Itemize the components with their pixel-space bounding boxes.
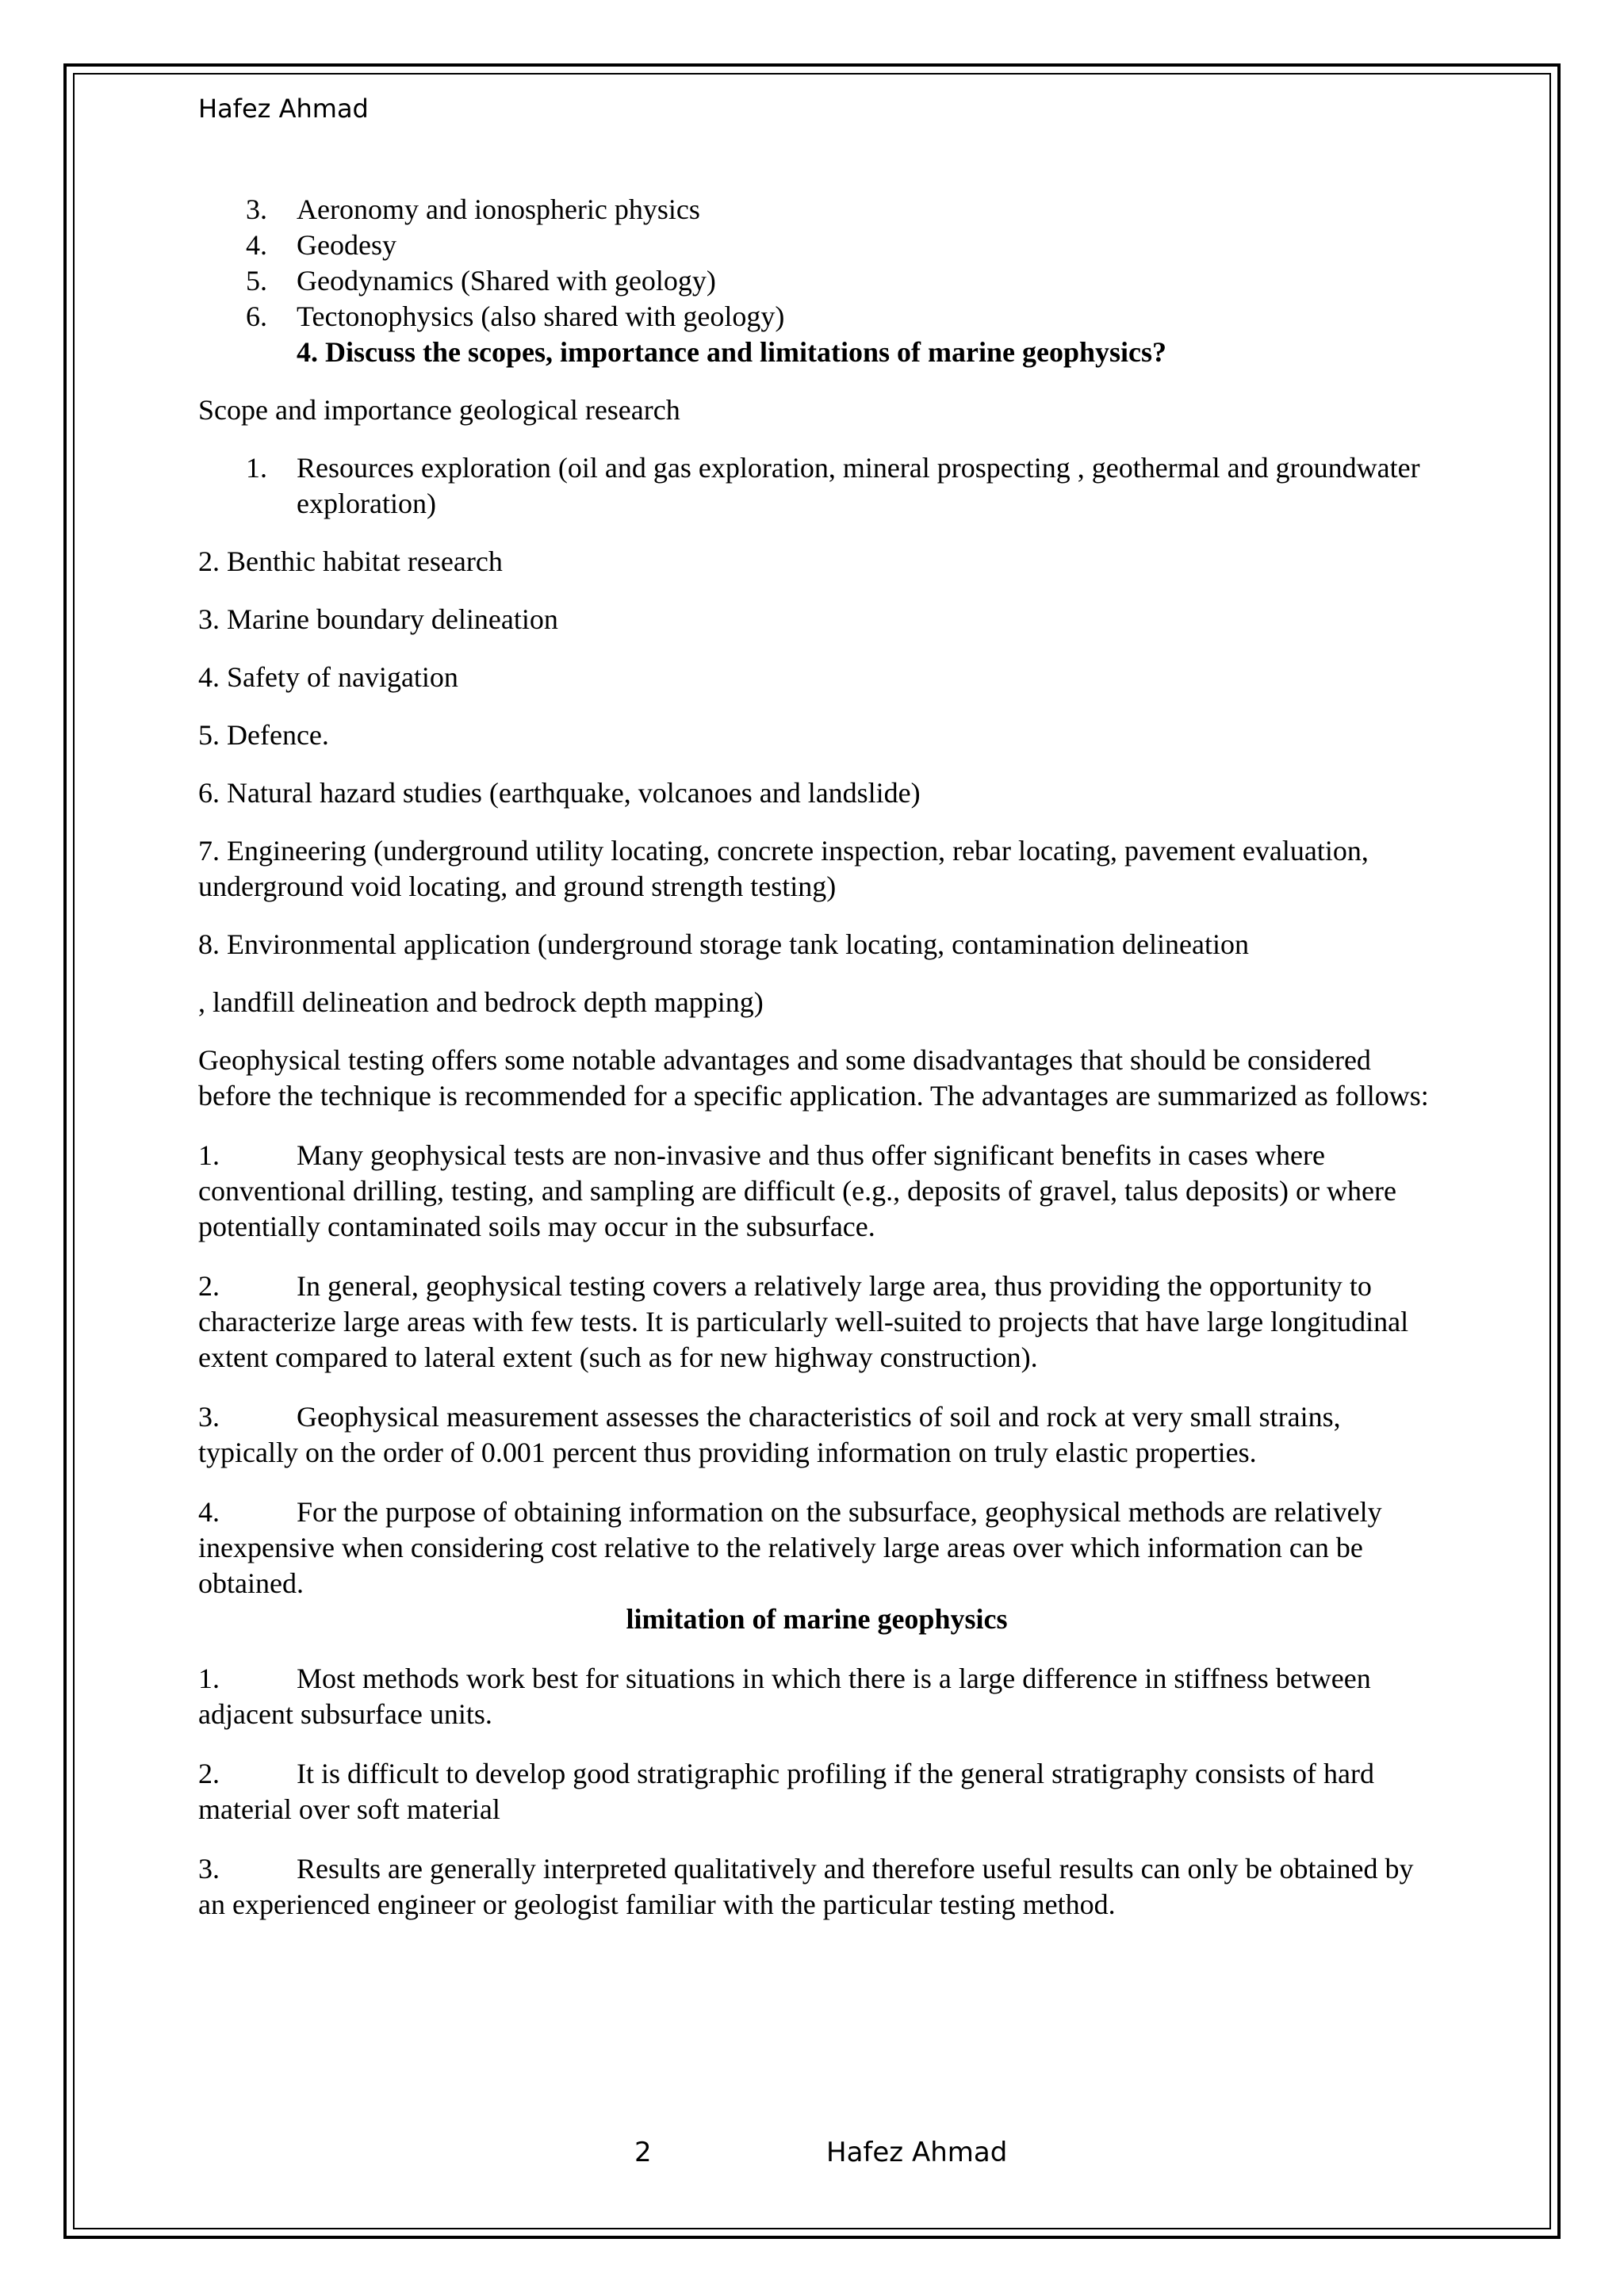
advantages-intro: Geophysical testing offers some notable advantages and some disadvantages that should be considered before the technique is recommended for a specific application. The advantages are summarized as follows: [198, 1044, 1429, 1112]
limitations-heading: limitation of marine geophysics [626, 1603, 1008, 1635]
limitation-item: 2. It is difficult to develop good stratigraphic profiling if the general stratigraphy consists of hard material over soft material [198, 1758, 1374, 1825]
question-heading: 4. Discuss the scopes, importance and limitations of marine geophysics? [297, 336, 1166, 368]
scope-item: 4. Safety of navigation [198, 661, 458, 693]
scope-item: 5. Defence. [198, 719, 329, 751]
page-number: 2 [634, 2137, 652, 2168]
list-item: 5. Geodynamics (Shared with geology) [246, 265, 716, 297]
scope-item: 6. Natural hazard studies (earthquake, volcanoes and landslide) [198, 777, 921, 809]
scope-item: 8. Environmental application (underground storage tank locating, contamination delineation [198, 928, 1249, 960]
scope-item: 3. Marine boundary delineation [198, 603, 558, 635]
scope-item: 7. Engineering (underground utility locating, concrete inspection, rebar locating, pavement evaluation, underground void locating, and ground strength testing) [198, 835, 1369, 902]
scope-item: , landfill delineation and bedrock depth mapping) [198, 986, 764, 1018]
list-item: 4. Geodesy [246, 229, 396, 261]
advantage-item: 4. For the purpose of obtaining information on the subsurface, geophysical methods are relatively inexpensive when considering cost relative to the relatively large areas over which information can be obtained. [198, 1496, 1382, 1599]
scope-item: 1. Resources exploration (oil and gas exploration, mineral prospecting , geothermal and groundwater exploration) [246, 452, 1420, 519]
advantage-item: 3. Geophysical measurement assesses the characteristics of soil and rock at very small strains, typically on the order of 0.001 percent thus providing information on truly elastic properties. [198, 1401, 1341, 1468]
scope-item: 2. Benthic habitat research [198, 545, 503, 577]
list-item: 3. Aeronomy and ionospheric physics [246, 193, 700, 225]
scope-heading: Scope and importance geological research [198, 394, 680, 426]
footer-author: Hafez Ahmad [826, 2137, 1008, 2168]
top-list [198, 192, 1435, 335]
list-item: 6. Tectonophysics (also shared with geology) [246, 300, 785, 332]
limitation-item: 3. Results are generally interpreted qualitatively and therefore useful results can only be obtained by an experienced engineer or geologist familiar with the particular testing method. [198, 1853, 1414, 1920]
header-author: Hafez Ahmad [198, 94, 369, 124]
limitation-item: 1. Most methods work best for situations in which there is a large difference in stiffness between adjacent subsurface units. [198, 1663, 1371, 1730]
advantage-item: 1. Many geophysical tests are non-invasive and thus offer significant benefits in cases where conventional drilling, testing, and sampling are difficult (e.g., deposits of gravel, talus deposits) or where potentially contaminated soils may occur in the subsurface. [198, 1139, 1396, 1242]
advantage-item: 2. In general, geophysical testing covers a relatively large area, thus providing the opportunity to characterize large areas with few tests. It is particularly well-suited to projects that have large longitudinal extent compared to lateral extent (such as for new highway construction). [198, 1270, 1409, 1373]
document-body [198, 192, 1435, 1923]
